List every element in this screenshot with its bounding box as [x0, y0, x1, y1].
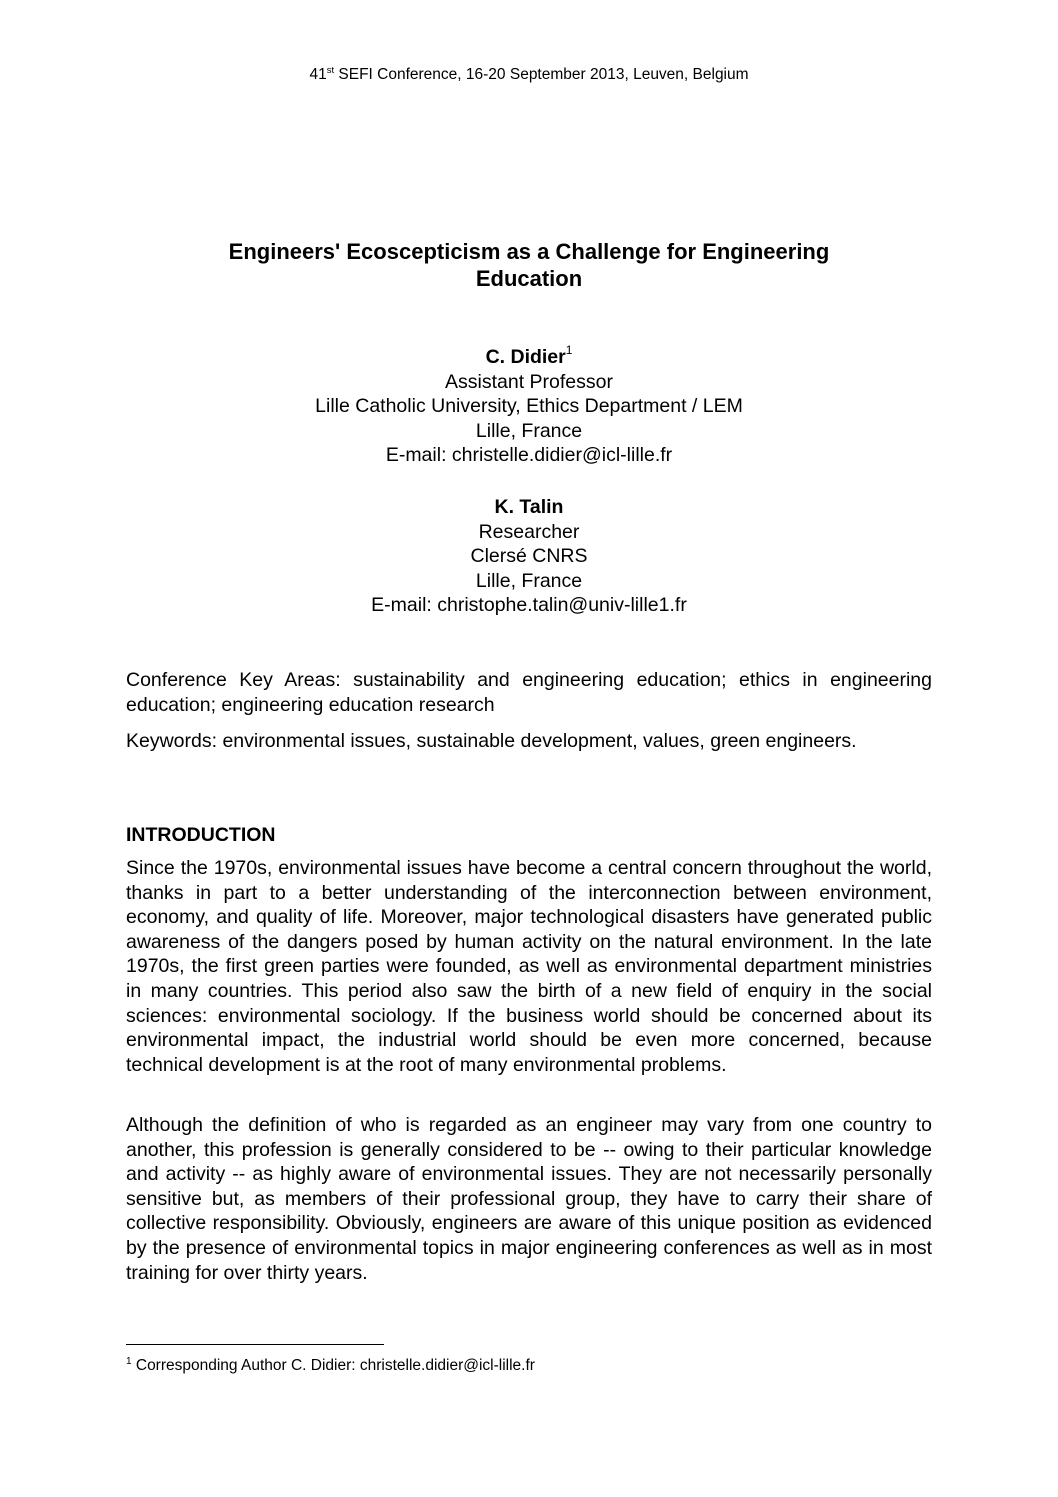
author-footnote-mark: 1: [565, 343, 573, 357]
paper-title-line-2: Education: [475, 266, 583, 291]
author-name: C. Didier: [485, 346, 566, 368]
author-block-talin: [0, 495, 1058, 618]
running-head-number: 41: [309, 66, 327, 83]
author-affiliation: Clersé CNRS: [470, 545, 588, 568]
section-heading-introduction: INTRODUCTION: [126, 824, 276, 846]
conference-key-areas: Conference Key Areas: sustainability and engineering education; ethics in engineering education; engineering education research: [126, 669, 932, 716]
footnote-text: Corresponding Author C. Didier: christelle.didier@icl-lille.fr: [131, 1357, 535, 1374]
running-head-text: SEFI Conference, 16-20 September 2013, Leuven, Belgium: [334, 66, 749, 83]
introduction-paragraph-2: Although the definition of who is regarded as an engineer may vary from one country to another, this profession is generally considered to be -- owing to their particular knowledge and activity -- as highly aware of environmental issues. They are not necessarily personally sensitive but, as members of their professional group, they have to carry their share of collective responsibility. Obviously, engineers are aware of this unique position as evidenced by the presence of environmental topics in major engineering conferences as well as in most training for over thirty years.: [126, 1114, 932, 1284]
author-block-didier: [0, 345, 1058, 468]
author-name-line: [0, 345, 1058, 370]
author-location: Lille, France: [475, 569, 583, 592]
footnote-mark: 1: [126, 1356, 132, 1367]
running-head-ordinal: st: [326, 65, 335, 76]
author-position: Assistant Professor: [445, 370, 613, 393]
footnote-divider: [126, 1344, 384, 1345]
paper-title: [170, 238, 888, 292]
author-email: E-mail: christophe.talin@univ-lille1.fr: [371, 594, 687, 617]
author-name: K. Talin: [494, 496, 564, 518]
paper-title-line-1: Engineers' Ecoscepticism as a Challenge for Engineering: [228, 239, 830, 264]
footnote: [126, 1356, 535, 1375]
keywords: Keywords: environmental issues, sustainable development, values, green engineers.: [126, 730, 857, 752]
running-head: [0, 66, 1058, 84]
author-position: Researcher: [478, 520, 580, 543]
introduction-paragraph-1: Since the 1970s, environmental issues have become a central concern throughout the world, thanks in part to a better understanding of the interconnection between environment, economy, and quality of life. Moreover, major technological disasters have generated public awareness of the dangers posed by human activity on the natural environment. In the late 1970s, the first green parties were founded, as well as environmental department ministries in many countries. This period also saw the birth of a new field of enquiry in the social sciences: environmental sociology. If the business world should be concerned about its environmental impact, the industrial world should be even more concerned, because technical development is at the root of many environmental problems.: [126, 857, 932, 1076]
author-email: E-mail: christelle.didier@icl-lille.fr: [385, 444, 673, 467]
author-location: Lille, France: [475, 419, 583, 442]
author-affiliation: Lille Catholic University, Ethics Department / LEM: [315, 395, 743, 418]
